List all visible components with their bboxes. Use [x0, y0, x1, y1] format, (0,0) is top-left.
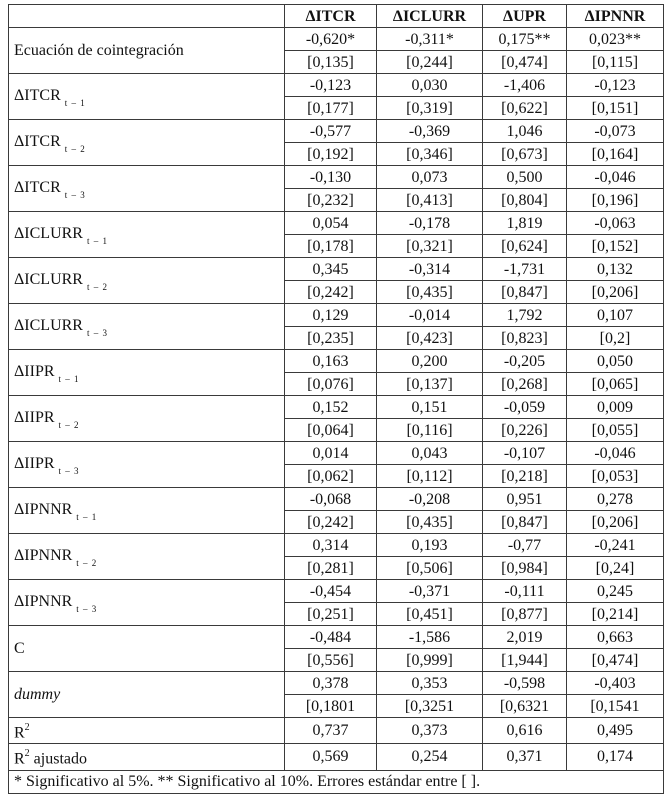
- std-error-cell: [0,622]: [483, 97, 567, 120]
- std-error-cell: [0,506]: [377, 557, 483, 580]
- coefficient-cell: 0,500: [483, 166, 567, 189]
- coefficient-cell: -0,620*: [285, 28, 377, 51]
- table-row-coefficients: [9, 672, 664, 695]
- table-row-coefficients: [9, 28, 664, 51]
- lag-subscript: t – 1: [58, 374, 80, 384]
- r2-row: [9, 718, 664, 744]
- r2-adjusted-value: 0,569: [285, 744, 377, 770]
- std-error-cell: [0,435]: [377, 281, 483, 304]
- coefficient-cell: 2,019: [483, 626, 567, 649]
- regression-table-container: [8, 4, 664, 794]
- std-error-cell: [0,244]: [377, 51, 483, 74]
- r2-adjusted-value: 0,174: [567, 744, 664, 770]
- std-error-cell: [0,346]: [377, 143, 483, 166]
- variable-label: ΔIIPR $_{t - 3}$: [9, 442, 285, 488]
- variable-label: C: [9, 626, 285, 672]
- std-error-cell: [0,2]: [567, 327, 664, 350]
- variable-label: ΔIPNNR $_{t - 1}$: [9, 488, 285, 534]
- std-error-cell: [0,556]: [285, 649, 377, 672]
- coefficient-cell: 0,030: [377, 74, 483, 97]
- std-error-cell: [0,1801: [285, 695, 377, 718]
- std-error-cell: [0,24]: [567, 557, 664, 580]
- coefficient-cell: -0,77: [483, 534, 567, 557]
- coefficient-cell: -0,369: [377, 120, 483, 143]
- table-row-coefficients: [9, 304, 664, 327]
- std-error-cell: [0,177]: [285, 97, 377, 120]
- std-error-cell: [0,673]: [483, 143, 567, 166]
- std-error-cell: [0,984]: [483, 557, 567, 580]
- std-error-cell: [0,226]: [483, 419, 567, 442]
- coefficient-cell: 0,163: [285, 350, 377, 373]
- coefficient-cell: 0,050: [567, 350, 664, 373]
- variable-label: ΔICLURR $_{t - 1}$: [9, 212, 285, 258]
- coefficient-cell: -0,371: [377, 580, 483, 603]
- std-error-cell: [0,804]: [483, 189, 567, 212]
- coefficient-cell: -0,241: [567, 534, 664, 557]
- coefficient-cell: 0,132: [567, 258, 664, 281]
- variable-label: dummy: [9, 672, 285, 718]
- coefficient-cell: 0,314: [285, 534, 377, 557]
- std-error-cell: [0,135]: [285, 51, 377, 74]
- coefficient-cell: -0,205: [483, 350, 567, 373]
- header-diclurr: ΔICLURR: [377, 5, 483, 28]
- std-error-cell: [0,242]: [285, 511, 377, 534]
- table-row-coefficients: [9, 626, 664, 649]
- std-error-cell: [0,164]: [567, 143, 664, 166]
- std-error-cell: [0,232]: [285, 189, 377, 212]
- std-error-cell: [0,423]: [377, 327, 483, 350]
- lag-subscript: t – 1: [76, 512, 98, 522]
- table-summary: [9, 718, 664, 794]
- std-error-cell: [0,053]: [567, 465, 664, 488]
- coefficient-cell: -0,063: [567, 212, 664, 235]
- coefficient-cell: 1,792: [483, 304, 567, 327]
- variable-label: ΔITCR $_{t - 3}$: [9, 166, 285, 212]
- table-row-coefficients: [9, 166, 664, 189]
- table-row-coefficients: [9, 120, 664, 143]
- std-error-cell: [0,064]: [285, 419, 377, 442]
- r2-value: 0,495: [567, 718, 664, 744]
- std-error-cell: [0,3251: [377, 695, 483, 718]
- coefficient-cell: 0,152: [285, 396, 377, 419]
- coefficient-cell: 0,193: [377, 534, 483, 557]
- coefficient-cell: 0,951: [483, 488, 567, 511]
- coefficient-cell: 0,043: [377, 442, 483, 465]
- std-error-cell: [0,268]: [483, 373, 567, 396]
- table-row-coefficients: [9, 258, 664, 281]
- std-error-cell: [0,116]: [377, 419, 483, 442]
- coefficient-cell: -0,123: [285, 74, 377, 97]
- coefficient-cell: 0,245: [567, 580, 664, 603]
- std-error-cell: [0,062]: [285, 465, 377, 488]
- table-row-coefficients: [9, 534, 664, 557]
- std-error-cell: [0,206]: [567, 511, 664, 534]
- std-error-cell: [0,474]: [567, 649, 664, 672]
- table-row-coefficients: [9, 350, 664, 373]
- coefficient-cell: 0,054: [285, 212, 377, 235]
- coefficient-cell: 1,819: [483, 212, 567, 235]
- std-error-cell: [0,214]: [567, 603, 664, 626]
- coefficient-cell: -0,059: [483, 396, 567, 419]
- coefficient-cell: -0,598: [483, 672, 567, 695]
- lag-subscript: t – 1: [86, 236, 108, 246]
- std-error-cell: [0,999]: [377, 649, 483, 672]
- variable-label: ΔIPNNR $_{t - 2}$: [9, 534, 285, 580]
- r2-adjusted-row: [9, 744, 664, 770]
- header-dupr: ΔUPR: [483, 5, 567, 28]
- std-error-cell: [0,847]: [483, 281, 567, 304]
- footnote-row: [9, 770, 664, 793]
- std-error-cell: [0,151]: [567, 97, 664, 120]
- table-row-coefficients: [9, 396, 664, 419]
- coefficient-cell: -0,107: [483, 442, 567, 465]
- std-error-cell: [0,218]: [483, 465, 567, 488]
- coefficient-cell: 0,014: [285, 442, 377, 465]
- lag-subscript: t – 2: [86, 282, 108, 292]
- std-error-cell: [0,319]: [377, 97, 483, 120]
- coefficient-cell: -0,314: [377, 258, 483, 281]
- coefficient-cell: 0,107: [567, 304, 664, 327]
- lag-subscript: t – 1: [64, 98, 86, 108]
- std-error-cell: [0,242]: [285, 281, 377, 304]
- variable-label: ΔIIPR $_{t - 2}$: [9, 396, 285, 442]
- table-row-coefficients: [9, 442, 664, 465]
- std-error-cell: [1,944]: [483, 649, 567, 672]
- r2-value: 0,616: [483, 718, 567, 744]
- header-dipnnr: ΔIPNNR: [567, 5, 664, 28]
- std-error-cell: [0,192]: [285, 143, 377, 166]
- variable-label: ΔITCR $_{t - 1}$: [9, 74, 285, 120]
- table-row-coefficients: [9, 488, 664, 511]
- coefficient-cell: 0,663: [567, 626, 664, 649]
- coefficient-cell: 0,129: [285, 304, 377, 327]
- std-error-cell: [0,152]: [567, 235, 664, 258]
- table-body: [9, 28, 664, 718]
- coefficient-cell: 0,345: [285, 258, 377, 281]
- std-error-cell: [0,6321: [483, 695, 567, 718]
- std-error-cell: [0,451]: [377, 603, 483, 626]
- std-error-cell: [0,055]: [567, 419, 664, 442]
- std-error-cell: [0,251]: [285, 603, 377, 626]
- coefficient-cell: 1,046: [483, 120, 567, 143]
- coefficient-cell: -0,311*: [377, 28, 483, 51]
- std-error-cell: [0,474]: [483, 51, 567, 74]
- std-error-cell: [0,112]: [377, 465, 483, 488]
- r2-adjusted-value: 0,254: [377, 744, 483, 770]
- coefficient-cell: -0,046: [567, 442, 664, 465]
- coefficient-cell: 0,378: [285, 672, 377, 695]
- r2-adjusted-value: 0,371: [483, 744, 567, 770]
- r2-value: 0,373: [377, 718, 483, 744]
- std-error-cell: [0,413]: [377, 189, 483, 212]
- lag-subscript: t – 2: [58, 420, 80, 430]
- header-ditcr: ΔITCR: [285, 5, 377, 28]
- lag-subscript: t – 3: [64, 190, 86, 200]
- coefficient-cell: -0,454: [285, 580, 377, 603]
- table-row-coefficients: [9, 580, 664, 603]
- vec-estimates-table: [8, 4, 664, 794]
- std-error-cell: [0,196]: [567, 189, 664, 212]
- r2-value: 0,737: [285, 718, 377, 744]
- std-error-cell: [0,435]: [377, 511, 483, 534]
- table-row-coefficients: [9, 74, 664, 97]
- coefficient-cell: 0,009: [567, 396, 664, 419]
- table-footnote: * Significativo al 5%. ** Significativo al 10%. Errores estándar entre [ ].: [9, 770, 664, 793]
- r2-adjusted-label: $R^2$ ajustado: [9, 744, 285, 770]
- header-blank: [9, 5, 285, 28]
- variable-label: ΔICLURR $_{t - 3}$: [9, 304, 285, 350]
- std-error-cell: [0,624]: [483, 235, 567, 258]
- coefficient-cell: -0,111: [483, 580, 567, 603]
- std-error-cell: [0,847]: [483, 511, 567, 534]
- coefficient-cell: 0,073: [377, 166, 483, 189]
- coefficient-cell: -0,577: [285, 120, 377, 143]
- coefficient-cell: -1,586: [377, 626, 483, 649]
- variable-label: ΔICLURR $_{t - 2}$: [9, 258, 285, 304]
- header-row: [9, 5, 664, 28]
- variable-label: ΔIIPR $_{t - 1}$: [9, 350, 285, 396]
- coefficient-cell: -0,403: [567, 672, 664, 695]
- coefficient-cell: 0,353: [377, 672, 483, 695]
- coefficient-cell: -0,014: [377, 304, 483, 327]
- lag-subscript: t – 2: [76, 558, 98, 568]
- std-error-cell: [0,076]: [285, 373, 377, 396]
- coefficient-cell: 0,151: [377, 396, 483, 419]
- table-row-coefficients: [9, 212, 664, 235]
- coefficient-cell: -1,731: [483, 258, 567, 281]
- std-error-cell: [0,321]: [377, 235, 483, 258]
- coefficient-cell: -0,484: [285, 626, 377, 649]
- variable-label: ΔITCR $_{t - 2}$: [9, 120, 285, 166]
- std-error-cell: [0,206]: [567, 281, 664, 304]
- lag-subscript: t – 3: [76, 604, 98, 614]
- std-error-cell: [0,137]: [377, 373, 483, 396]
- r2-label: $R^2$: [9, 718, 285, 744]
- variable-label: Ecuación de cointegración: [9, 28, 285, 74]
- coefficient-cell: -0,130: [285, 166, 377, 189]
- std-error-cell: [0,877]: [483, 603, 567, 626]
- std-error-cell: [0,115]: [567, 51, 664, 74]
- coefficient-cell: -1,406: [483, 74, 567, 97]
- coefficient-cell: -0,068: [285, 488, 377, 511]
- variable-label: ΔIPNNR $_{t - 3}$: [9, 580, 285, 626]
- coefficient-cell: 0,200: [377, 350, 483, 373]
- coefficient-cell: -0,123: [567, 74, 664, 97]
- coefficient-cell: 0,175**: [483, 28, 567, 51]
- coefficient-cell: 0,278: [567, 488, 664, 511]
- std-error-cell: [0,823]: [483, 327, 567, 350]
- coefficient-cell: -0,178: [377, 212, 483, 235]
- coefficient-cell: 0,023**: [567, 28, 664, 51]
- coefficient-cell: -0,046: [567, 166, 664, 189]
- lag-subscript: t – 3: [58, 466, 80, 476]
- std-error-cell: [0,065]: [567, 373, 664, 396]
- std-error-cell: [0,1541: [567, 695, 664, 718]
- std-error-cell: [0,281]: [285, 557, 377, 580]
- coefficient-cell: -0,208: [377, 488, 483, 511]
- std-error-cell: [0,235]: [285, 327, 377, 350]
- lag-subscript: t – 3: [86, 328, 108, 338]
- lag-subscript: t – 2: [64, 144, 86, 154]
- coefficient-cell: -0,073: [567, 120, 664, 143]
- std-error-cell: [0,178]: [285, 235, 377, 258]
